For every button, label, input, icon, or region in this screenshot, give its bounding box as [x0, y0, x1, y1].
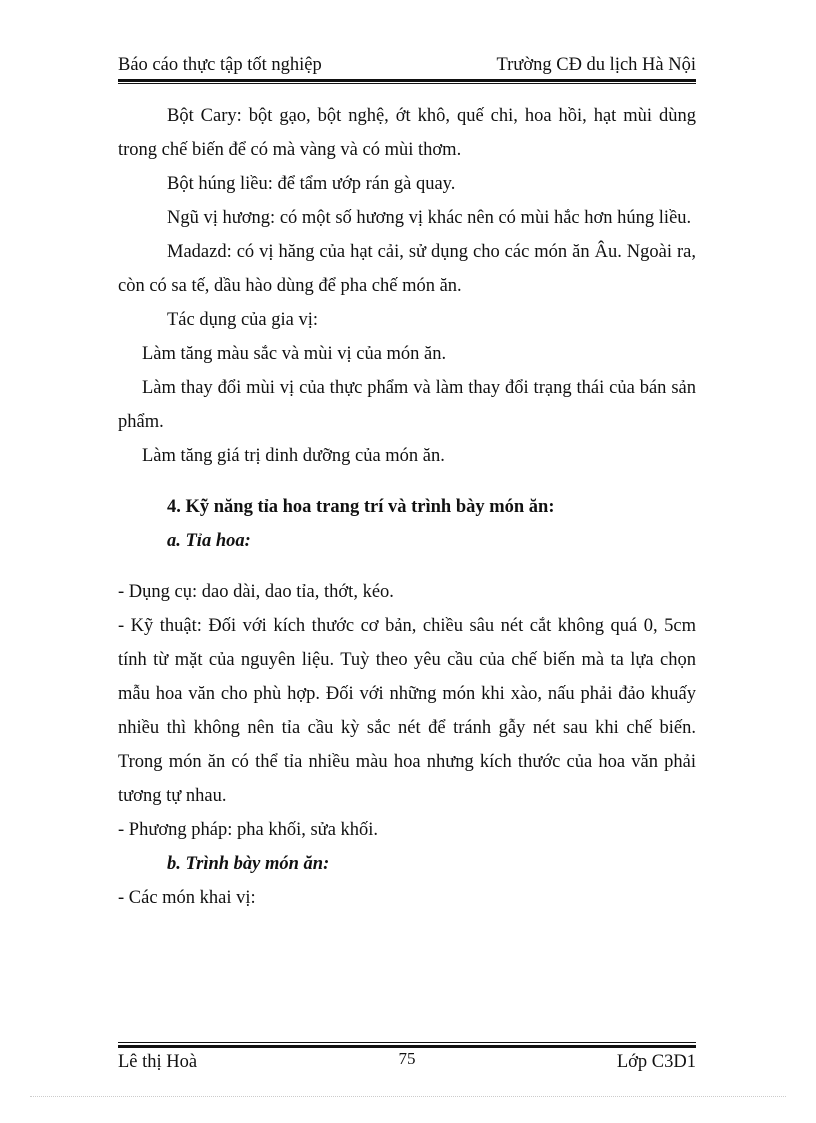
- header-report-title: Báo cáo thực tập tốt nghiệp: [118, 55, 322, 75]
- page-footer: [118, 1050, 696, 1074]
- page-bottom-border: [30, 1096, 786, 1097]
- paragraph-tang-mau-sac: Làm tăng màu sắc và mùi vị của món ăn.: [142, 344, 447, 364]
- paragraph-ky-thuat: - Kỹ thuật: Đối với kích thước cơ bản, chiều sâu nét cắt không quá 0, 5cm tính từ mặt của nguyên liệu. Tuỳ theo yêu cầu của chế biến mà ta lựa chọn mẫu hoa văn cho phù hợp. Đối với những món khi xào, nấu phải đảo khuấy nhiều thì không nên tỉa cầu kỳ sắc nét để tránh gẫy nét sau khi chế biến. Trong món ăn có thể tỉa nhiều màu hoa nhưng kích thước của hoa văn phải tương tự nhau.: [118, 616, 696, 806]
- page-header: [118, 52, 696, 78]
- subheading-trinh-bay: b. Trình bày món ăn:: [167, 854, 330, 874]
- page-body: [118, 99, 696, 915]
- header-school-name: Trường CĐ du lịch Hà Nội: [496, 55, 696, 75]
- paragraph-bot-hung-lieu: Bột húng liều: để tẩm ướp rán gà quay.: [167, 174, 456, 194]
- paragraph-thay-doi-mui-vi: Làm thay đổi mùi vị của thực phẩm và làm thay đổi trạng thái của bán sản phẩm.: [118, 378, 696, 432]
- footer-divider-thin: [118, 1042, 696, 1043]
- paragraph-dung-cu: - Dụng cụ: dao dài, dao tỉa, thớt, kéo.: [118, 582, 394, 602]
- footer-author: Lê thị Hoà: [118, 1052, 198, 1072]
- paragraph-cac-mon-khai-vi: - Các món khai vị:: [118, 888, 256, 908]
- paragraph-tang-dinh-duong: Làm tăng giá trị dinh dưỡng của món ăn.: [142, 446, 445, 466]
- section-heading-4: 4. Kỹ năng tỉa hoa trang trí và trình bày món ăn:: [167, 497, 555, 517]
- section-spacer: [118, 558, 696, 575]
- page-number: 75: [398, 1049, 416, 1068]
- paragraph-madazd: Madazd: có vị hăng của hạt cải, sử dụng cho các món ăn Âu. Ngoài ra, còn có sa tế, dầu hào dùng để pha chế món ăn.: [118, 242, 696, 296]
- header-divider-thin: [118, 83, 696, 84]
- paragraph-phuong-phap: - Phương pháp: pha khối, sửa khối.: [118, 820, 379, 840]
- paragraph-tac-dung: Tác dụng của gia vị:: [167, 310, 319, 330]
- paragraph-ngu-vi-huong: Ngũ vị hương: có một số hương vị khác nên có mùi hắc hơn húng liều.: [167, 208, 692, 228]
- footer-class: Lớp C3D1: [616, 1052, 696, 1072]
- subheading-tia-hoa: a. Tỉa hoa:: [167, 531, 251, 551]
- section-spacer: [118, 473, 696, 490]
- header-divider: [118, 79, 696, 82]
- paragraph-bot-cary: Bột Cary: bột gạo, bột nghệ, ớt khô, quế chi, hoa hồi, hạt mùi dùng trong chế biến để có mà vàng và có mùi thơm.: [118, 106, 696, 160]
